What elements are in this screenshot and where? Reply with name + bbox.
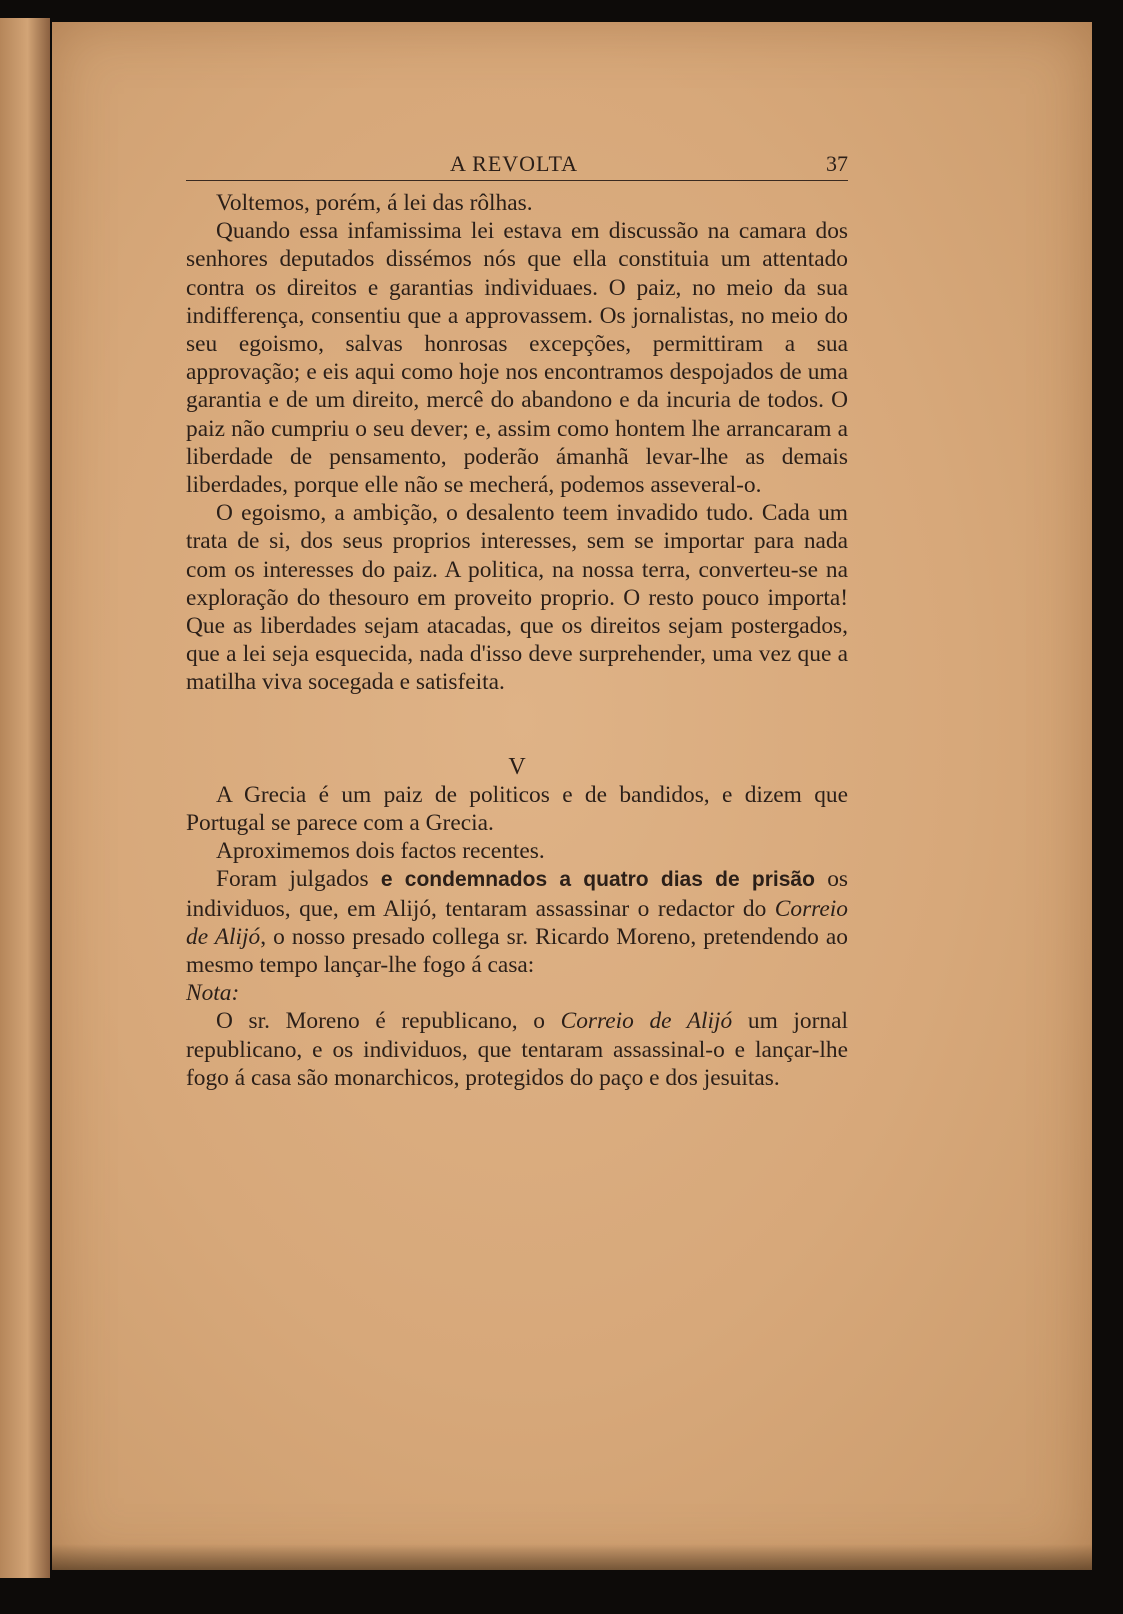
paragraph-rolhas: Voltemos, porém, á lei das rôlhas.: [216, 190, 533, 216]
facing-page-edge: [0, 18, 50, 1578]
note-text-start: O sr. Moreno é republicano, o: [216, 1008, 561, 1035]
running-title: A REVOLTA: [450, 151, 579, 176]
paragraph-factos: Aproximemos dois factos recentes.: [216, 838, 545, 865]
note-label: Nota:: [186, 980, 240, 1007]
note-newspaper-name: Correio de Alijó: [560, 1008, 733, 1035]
julgados-text-end: , o nosso presado collega sr. Ricardo Moreno, pretendendo ao mesmo tempo lançar-lhe fogo á casa:: [186, 923, 848, 979]
julgados-bold-text: e condemnados a quatro dias de prisão: [380, 868, 815, 892]
section-spacer: [186, 697, 848, 753]
page-text: [186, 150, 848, 1092]
paragraph-nota: [186, 1007, 848, 1092]
page-number: 37: [826, 151, 848, 176]
julgados-text-mid: os individuos, que, em Alijó, tentaram assassinar o redactor do: [186, 866, 848, 922]
julgados-text-start: Foram julgados: [216, 866, 381, 893]
note-text-end: um jornal republicano, e os individuos, que tentaram assassinal-o e lançar-lhe fogo á casa são monarchicos, protegidos do paço e dos jesuitas.: [186, 1008, 848, 1091]
paragraph-julgados: [186, 865, 848, 979]
paragraph-lei: Quando essa infamissima lei estava em discussão na camara dos senhores deputados dissémos nós que ella constituia um attentado contra os direitos e garantias individuaes. O paiz, no meio da sua indifferença, consentiu que a approvassem. Os jornalistas, no meio do seu egoismo, salvas honrosas excepções, permittiram a sua approvação; e eis aqui como hoje nos encontramos despojados de uma garantia e de um direito, mercê do abandono e da incuria de todos. O paiz não cumpriu o seu dever; e, assim como hontem lhe arrancaram a liberdade de pensamento, poderão ámanhã levar-lhe as demais liberdades, porque elle não se mecherá, podemos asseveral-o.: [186, 218, 848, 499]
newspaper-name: Correio de Alijó: [186, 895, 848, 950]
section-heading: V: [508, 753, 526, 780]
paragraph-grecia: A Grecia é um paiz de politicos e de bandidos, e dizem que Portugal se parece com a Grecia.: [186, 781, 848, 837]
running-head: [186, 150, 848, 181]
paragraph-egoismo: O egoismo, a ambição, o desalento teem invadido tudo. Cada um trata de si, dos seus proprios interesses, sem se importar para nada com os interesses do paiz. A politica, na nossa terra, converteu-se na exploração do thesouro em proveito proprio. O resto pouco importa! Que as liberdades sejam atacadas, que os direitos sejam postergados, que a lei seja esquecida, nada d'isso deve surprehender, uma vez que a matilha viva socegada e satisfeita.: [186, 500, 848, 696]
